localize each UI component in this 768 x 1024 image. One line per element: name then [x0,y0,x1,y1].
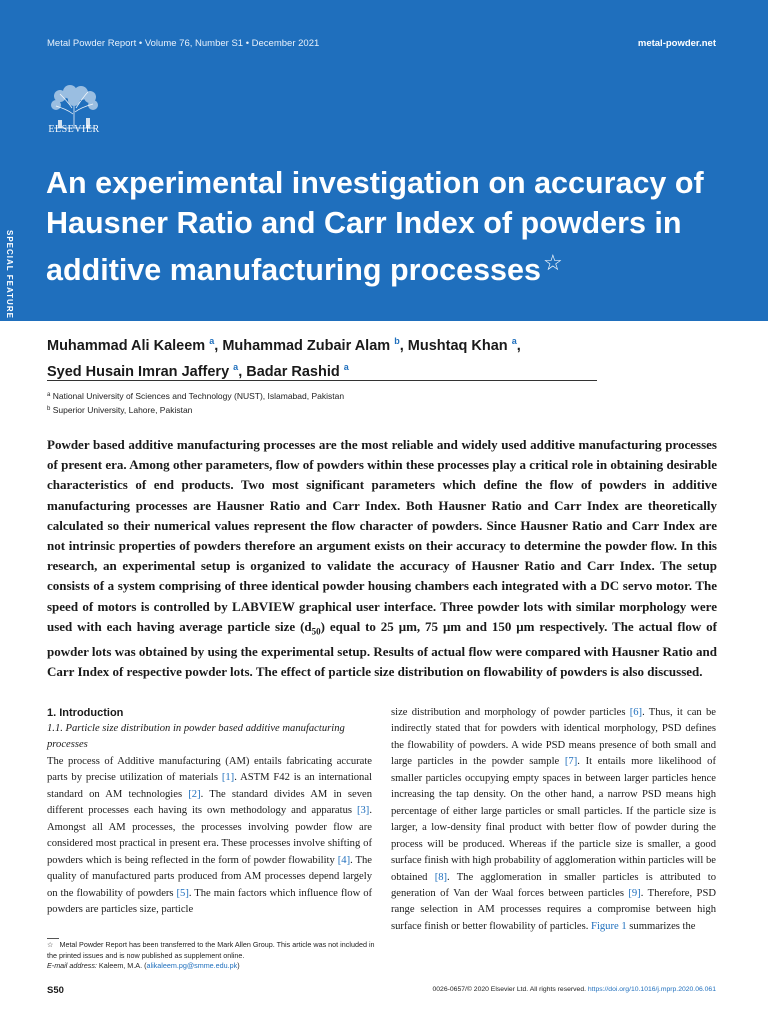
subsection-heading: 1.1. Particle size distribution in powder based additive manufacturing processes [47,723,345,751]
body-column-right [391,705,716,935]
affiliation-mark[interactable]: a [343,362,349,372]
author-name[interactable]: Syed Husain Imran Jaffery [47,364,230,380]
header-banner [0,0,768,321]
page-number: S50 [47,985,64,996]
reference-link[interactable]: [9] [628,887,641,899]
affiliation-mark[interactable]: a [233,362,239,372]
body-text: . The agglomeration in smaller particles is attributed to generation of Van der Waal forces between particles [391,871,716,899]
journal-citation: Metal Powder Report • Volume 76, Number S1 • December 2021 [47,38,320,49]
copyright-text: 0026-0657/© 2020 Elsevier Ltd. All rights reserved. [432,986,586,993]
author-name[interactable]: Badar Rashid [246,364,340,380]
affiliation-text: National University of Sciences and Technology (NUST), Islamabad, Pakistan [52,391,345,401]
reference-link[interactable]: [8] [434,871,448,883]
email-close: ) [237,961,240,970]
body-text: . Thus, it can be indirectly stated that for powders with identical morphology, PSD defines the flowability of powders. A wide PSD means presence of both small and large particles in the powder sample [391,707,716,768]
title-footnote-star-icon[interactable]: ☆ [542,250,563,275]
affiliation-mark[interactable]: a [209,336,215,346]
section-heading: 1. Introduction [47,707,124,719]
body-text: . The standard divides AM in seven different processes each having its own methodology and apparatus [47,788,373,817]
doi-link[interactable]: https://doi.org/10.1016/j.mprp.2020.06.061 [587,986,716,993]
affiliation-mark: b [47,406,51,412]
body-text: summarizes the [626,920,696,932]
reference-link[interactable]: [4] [337,854,351,866]
footnote-note [47,940,377,961]
body-text: . The quality of manufactured parts produced from AM processes depend largely on the flowability of powders [47,854,372,899]
abstract: Powder based additive manufacturing processes are the most reliable and widely used additive manufacturing processes of present era. Among other parameters, flow of powders within these processes play a critical role in obtaining desirable characteristics of end products. Two most significant parameters which define the flow of powders in additive manufacturing processes are Hausner Ratio and Carr Index. Both Hausner Ratio and Carr Index are theoretically calculated so their numerical values represent the flow character of powders. Since Hausner Ratio and Carr Index are not intrinsic properties of powders therefore an argument exists on their accuracy to determine the powder flow. In this research, an experimental setup is organized to validate the accuracy of Hausner Ratio and Carr Index. The setup consists of a system comprising of three identical powder housing chambers each integrated with a DC servo motor. The speed of motors is controlled by LABVIEW graphical user interface. Three powder lots with similar morphology were used with each having average particle size $(d_{50})$ equal to 25 μm, 75 μm and 150 μm respectively. The actual flow of powder lots was obtained by using the experimental setup. Results of actual flow were compared with Hausner Ratio and Carr Index of respective powder lots. The effect of particle size distribution on flowability of powders is also discussed. [47,437,717,679]
footnote-divider [47,938,59,939]
affiliation-mark[interactable]: b [394,336,400,346]
email-label: E-mail address: [47,961,97,970]
body-paragraph [47,754,372,919]
body-text: . The main factors which influence flow of powders are particles size, particle [47,887,373,915]
footnote-star-icon: ☆ [47,940,54,949]
affiliation-mark: a [47,392,51,398]
footnote [47,940,377,972]
email-link[interactable]: alikaleem.pg@smme.edu.pk [146,961,238,970]
author-separator: , [238,364,247,380]
body-column-left [47,705,372,918]
email-owner: Kaleem, M.A. ( [96,961,147,970]
article-title-text: An experimental investigation on accuracy of Hausner Ratio and Carr Index of powders in additive manufacturing processes [46,166,704,287]
article-title [46,164,736,291]
author-name[interactable]: Muhammad Zubair Alam [222,338,391,354]
affiliation-list [47,389,344,417]
journal-website-link[interactable]: metal-powder.net [637,38,716,49]
footnote-text: Metal Powder Report has been transferred to the Mark Allen Group. This article was not included in the printed issues and is now published as supplement online. [47,940,375,960]
body-text: . ASTM F42 is an international standard on AM technologies [47,772,372,800]
author-name[interactable]: Mushtaq Khan [407,338,508,354]
body-text: The process of Additive manufacturing (AM) entails fabricating accurate parts by precise utilization of materials [47,755,372,784]
footnote-email [47,961,377,972]
author-separator: , [214,338,223,354]
author-separator: , [399,338,408,354]
reference-link[interactable]: [7] [564,756,578,768]
publisher-name: ELSEVIER [48,124,100,135]
side-tab-label: SPECIAL FEATURE [5,230,14,319]
reference-link[interactable]: [6] [629,707,643,718]
affiliation-mark[interactable]: a [511,336,517,346]
body-text: . It entails more likelihood of smaller particles occupying empty spaces in between larger particles hence increasing the tap density. On the other hand, a narrow PSD means high percentage of either large particles or small particles. If the particle size is larger, a low-density final product with better flow of powder during the process will be produced. Whereas if the particle size is smaller, a good surface finish with high probability of agglomeration within particles will be obtained [391,756,716,883]
reference-link[interactable]: [1] [221,772,235,784]
divider [47,380,597,381]
reference-link[interactable]: Figure 1 [591,920,627,932]
body-text: . Amongst all AM processes, the processes involving powder flow are considered most practical in present era. These processes involve shifting of powders which is being reflected in the form of powder flowability [47,805,372,866]
copyright-line [433,986,717,993]
body-paragraph [391,705,716,935]
affiliation-text: Superior University, Lahore, Pakistan [52,405,193,415]
author-name[interactable]: Muhammad Ali Kaleem [47,338,206,354]
affiliation-item [47,403,344,417]
reference-link[interactable]: [5] [176,887,189,899]
author-list [47,331,687,383]
body-text: size distribution and morphology of powder particles [391,707,630,718]
author-separator: , [516,338,521,354]
reference-link[interactable]: [2] [188,788,201,800]
affiliation-item [47,389,344,403]
body-text: . Therefore, PSD range selection in AM processes requires a compromise between high surface finish or better flowability of particles. [391,887,716,932]
reference-link[interactable]: [3] [356,805,370,817]
